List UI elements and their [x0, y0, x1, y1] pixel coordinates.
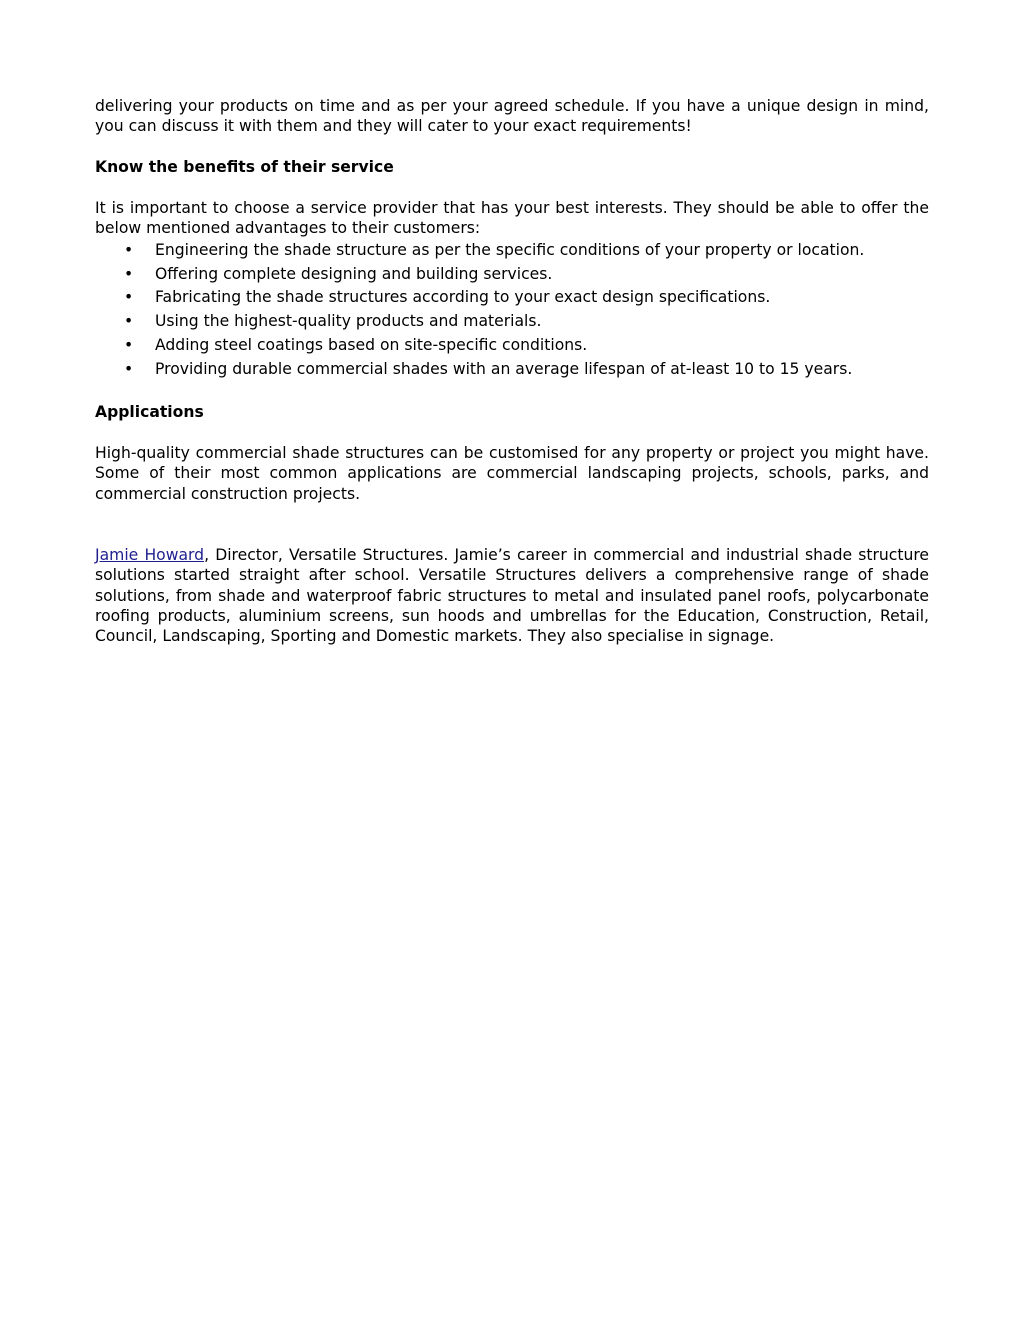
- document-page: [95, 96, 929, 647]
- list-item-text: Engineering the shade structure as per the specific conditions of your property or location.: [155, 240, 865, 259]
- list-item: [95, 334, 929, 358]
- spacer: [95, 504, 929, 545]
- bullet-icon: •: [124, 312, 134, 331]
- bullet-icon: •: [124, 288, 134, 307]
- intro-paragraph: delivering your products on time and as per your agreed schedule. If you have a unique design in mind, you can discuss it with them and they will cater to your exact requirements!: [95, 97, 929, 136]
- benefits-intro: It is important to choose a service provider that has your best interests. They should be able to offer the below mentioned advantages to their customers:: [95, 199, 929, 238]
- bullet-icon: •: [124, 359, 134, 378]
- author-bio-paragraph: [95, 545, 929, 647]
- spacer: [95, 382, 929, 402]
- applications-heading: Applications: [95, 402, 204, 421]
- benefits-heading: Know the benefits of their service: [95, 158, 394, 177]
- spacer: [95, 422, 929, 442]
- applications-paragraph: High-quality commercial shade structures can be customised for any property or project you might have. Some of their most common applications are commercial landscaping projects, schools, parks, and commercial construction projects.: [95, 443, 929, 503]
- benefits-list: [95, 239, 929, 382]
- author-bio-text: , Director, Versatile Structures. Jamie’s career in commercial and industrial shade structure solutions started straight after school. Versatile Structures delivers a comprehensive range of shade solutions, from shade and waterproof fabric structures to metal and insulated panel roofs, polycarbonate roofing products, aluminium screens, sun hoods and umbrellas for the Education, Construction, Retail, Council, Landscaping, Sporting and Domestic markets. They also specialise in signage.: [95, 545, 929, 646]
- list-item-text: Using the highest-quality products and materials.: [155, 312, 542, 331]
- list-item: [95, 358, 929, 382]
- list-item: [95, 263, 929, 287]
- spacer: [95, 137, 929, 157]
- list-item-text: Adding steel coatings based on site-specific conditions.: [155, 336, 588, 354]
- list-item: [95, 239, 929, 263]
- list-item: [95, 286, 929, 310]
- list-item: [95, 310, 929, 334]
- list-item-text: Offering complete designing and building services.: [155, 264, 553, 283]
- bullet-icon: •: [124, 336, 134, 354]
- spacer: [95, 178, 929, 198]
- author-link[interactable]: Jamie Howard: [95, 545, 205, 564]
- list-item-text: Providing durable commercial shades with an average lifespan of at-least 10 to 15 years.: [155, 359, 853, 378]
- list-item-text: Fabricating the shade structures according to your exact design specifications.: [155, 288, 771, 307]
- bullet-icon: •: [124, 264, 134, 283]
- bullet-icon: •: [124, 240, 134, 259]
